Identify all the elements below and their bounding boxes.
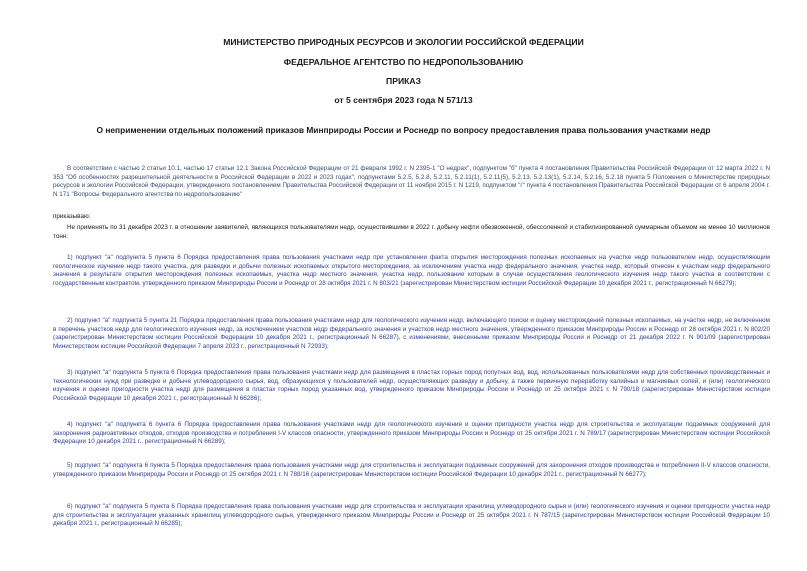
item-1-text: 1) подпункт "а" подпункта 5 пункта 6 Порядка предоставления права пользования участками недр при установлении факта открытия месторождения полезных ископаемых на участке недр пользователем недр, осуществляющим геологическое изучение недр такого участка, для разведки и добычи полезных ископаемых открытого месторождения, за исключением участка недр федерального значения, участка недр, который отнесен к участкам недр федерального значения в результате открытия месторождения полезных ископаемых, участка недр местного значения, участка недр, пользование которым в случае осуществления геологического изучения недр такого участка в соответствии с государственным контрактом, утвержденного приказом Минприроды России и Роснедр от 28 октября 2021 г. N 803/21 (зарегистрирован Министерством юстиции Российской Федерации 10 декабря 2021 г., регистрационный N 66279); [53,254,770,287]
agency-heading: ФЕДЕРАЛЬНОЕ АГЕНТСТВО ПО НЕДРОПОЛЬЗОВАНИЮ [283,57,524,67]
order-word-text: приказываю: [53,213,91,220]
item-3-text: 3) подпункт "а" подпункта 5 пункта 6 Порядка предоставления права пользования участками недр для размещения в пластах горных пород попутных вод, вод, использованных пользователями недр для собственных производственных и технологических нужд при разведке и добыче углеводородного сырья, вод, образующихся у пользователей недр, осуществляющих разведку и добычу, а также первичную переработку калийных и магниевых солей, и (или) геологического изучения и оценки пригодности участка недр для размещения в пластах горных пород указанных вод, утвержденного приказом Минприроды России и Роснедр от 25 октября 2021 г. N 790/18 (зарегистрирован Министерством юстиции Российской Федерации 10 декабря 2021 г., регистрационный N 66286); [53,369,770,402]
intro-text: В соответствии с частью 2 статьи 10.1, частью 17 статьи 12.1 Закона Российской Федерации от 21 февраля 1992 г. N 2395-1 "О недрах", подпунктом "б" пункта 4 постановления Правительства Российской Федерации от 12 марта 2022 г. N 353 "Об особенностях разрешительной деятельности в Российской Федерации в 2022 и 2023 годах", подпунктами 5.2.5, 5.2.8, 5.2.11, 5.2.11(1), 5.2.11(5), 5.2.13, 5.2.13(1), 5.2.14, 5.2.16, 5.2.18 пункта 5 Положения о Министерстве природных ресурсов и экологии Российской Федерации, утвержденного постановлением Правительства Российской Федерации от 11 ноября 2015 г. N 1219, подпунктом "г" пункта 4 постановления Правительства Российской Федерации от 6 апреля 2004 г. N 171 "Вопросы Федерального агентства по недропользованию" [53,165,770,198]
list-item [53,254,770,288]
list-item [53,503,770,529]
intro-paragraph [53,165,770,199]
item-5-text: 5) подпункт "а" подпункта 6 пункта 5 Порядка предоставления права пользования участками недр для строительства и эксплуатации подземных сооружений для захоронения отходов производства и потребления II-V классов опасности, утвержденного приказом Минприроды России и Роснедр от 25 октября 2021 г. N 788/16 (зарегистрирован Министерством юстиции Российской Федерации 10 декабря 2021 г., регистрационный N 66277); [53,462,770,478]
item-2-text: 2) подпункт "а" подпункта 5 пункта 21 Порядка предоставления права пользования участками недр для геологического изучения недр, включающего поиски и оценку месторождений полезных ископаемых, на участке недр, не включенном в перечень участков недр для геологического изучения недр, за исключением участков недр федерального значения и участков недр местного значения, утвержденного приказом Минприроды России и Роснедр от 28 октября 2021 г. N 802/20 (зарегистрирован Министерством юстиции Российской Федерации 10 декабря 2021 г., регистрационный N 66287), с изменениями, внесенными приказом Минприроды России и Роснедр от 21 декабря 2022 г. N 901/09 (зарегистрирован Министерством юстиции Российской Федерации 7 апреля 2023 г., регистрационный N 72933); [53,317,770,350]
doc-type-heading: ПРИКАЗ [386,76,421,86]
list-item [53,421,770,447]
list-item [53,462,770,479]
list-item [53,369,770,403]
ministry-heading: МИНИСТЕРСТВО ПРИРОДНЫХ РЕСУРСОВ И ЭКОЛОГИИ РОССИЙСКОЙ ФЕДЕРАЦИИ [223,37,584,47]
date-number-heading: от 5 сентября 2023 года N 571/13 [334,95,473,105]
list-item [53,317,770,351]
order-word [53,213,770,222]
main-paragraph [53,224,770,241]
document-title: О неприменении отдельных положений приказов Минприроды России и Роснедр по вопросу предоставления права пользования участками недр [96,125,711,135]
main-text: Не применять по 31 декабря 2023 г. в отношении заявителей, являющихся пользователями недр, осуществившими в 2022 г. добычу нефти обезвоженной, обессоленной и стабилизированной суммарным объемом не менее 10 миллионов тонн: [53,224,770,240]
item-4-text: 4) подпункт "а" подпункта 6 пункта 6 Порядка предоставления права пользования участками недр для геологического изучения и оценки пригодности участка недр для строительства и эксплуатации подземных сооружений для захоронения радиоактивных отходов, отходов производства и потребления I-V классов опасности, утвержденного приказом Минприроды России и Роснедр от 25 октября 2021 г. N 789/17 (зарегистрирован Министерством юстиции Российской Федерации 10 декабря 2021 г., регистрационный N 66289); [53,421,770,446]
item-6-text: 6) подпункт "а" подпункта 5 пункта 6 Порядка предоставления права пользования участками недр для строительства и эксплуатации хранилищ углеводородного сырья и (или) геологического изучения и оценки пригодности участка недр для строительства и эксплуатации указанных хранилищ углеводородного сырья, утвержденного приказом Минприроды России и Роснедр от 25 октября 2021 г. N 787/15 (зарегистрирован Министерством юстиции Российской Федерации 10 декабря 2021 г., регистрационный N 66285); [53,503,770,528]
